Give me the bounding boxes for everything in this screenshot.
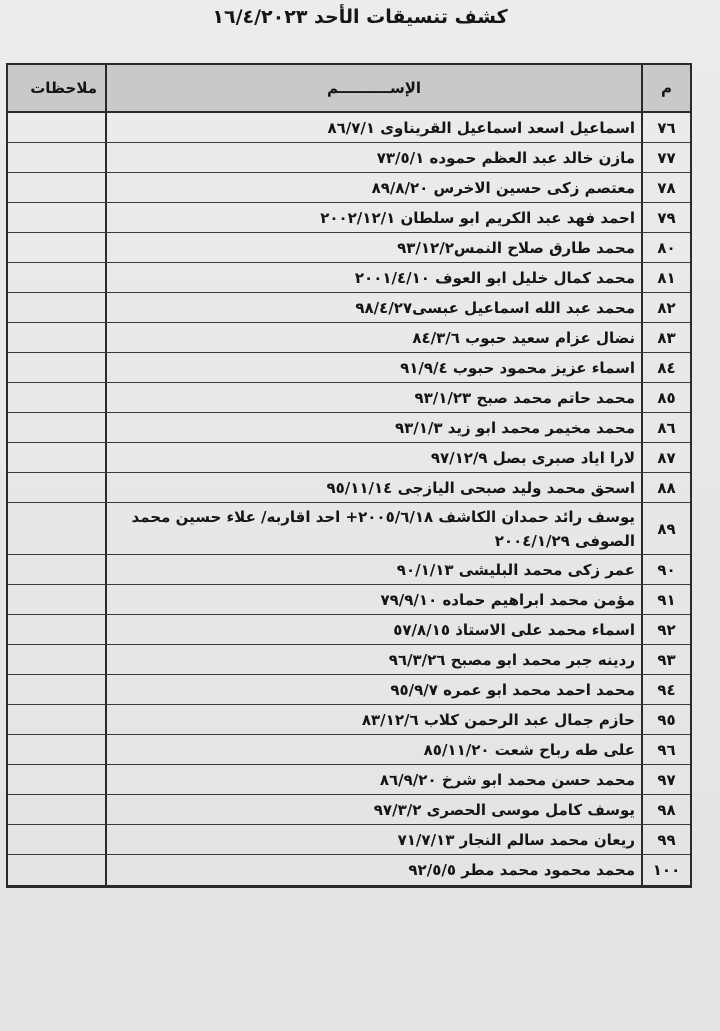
row-name-cell: حازم جمال عبد الرحمن كلاب ٨٣/١٢/٦ [105, 705, 641, 734]
table-row [8, 473, 690, 503]
table-row [8, 263, 690, 293]
row-notes-cell [12, 555, 105, 584]
row-number-cell: ٨٩ [641, 503, 690, 554]
row-notes-cell [12, 353, 105, 382]
row-name-cell: نضال عزام سعيد حبوب ٨٤/٣/٦ [105, 323, 641, 352]
row-notes-cell [12, 323, 105, 352]
row-notes-cell [12, 293, 105, 322]
row-number-cell: ٩٤ [641, 675, 690, 704]
row-name-cell: عمر زكى محمد البليشى ٩٠/١/١٣ [105, 555, 641, 584]
row-notes-cell [12, 503, 105, 554]
row-number-cell: ٨١ [641, 263, 690, 292]
row-notes-cell [12, 113, 105, 142]
table-row [8, 855, 690, 885]
row-name-cell: محمد عبد الله اسماعيل عبسى٩٨/٤/٢٧ [105, 293, 641, 322]
row-notes-cell [12, 473, 105, 502]
row-number-cell: ٩٠ [641, 555, 690, 584]
row-name-cell: اسحق محمد وليد صبحى اليازجى ٩٥/١١/١٤ [105, 473, 641, 502]
row-number-cell: ٨٠ [641, 233, 690, 262]
row-notes-cell [12, 705, 105, 734]
row-name-cell: معتصم زكى حسين الاخرس ٨٩/٨/٢٠ [105, 173, 641, 202]
row-name-cell: احمد فهد عبد الكريم ابو سلطان ٢٠٠٢/١٢/١ [105, 203, 641, 232]
row-number-cell: ٧٦ [641, 113, 690, 142]
column-header-notes: ملاحظات [30, 79, 97, 97]
table-row [8, 413, 690, 443]
row-notes-cell [12, 173, 105, 202]
table-row [8, 555, 690, 585]
row-notes-cell [12, 765, 105, 794]
table-body [8, 113, 690, 885]
row-notes-cell [12, 203, 105, 232]
table-row [8, 113, 690, 143]
names-table [6, 63, 692, 888]
row-number-cell: ٩٥ [641, 705, 690, 734]
row-name-cell: اسماء عزيز محمود حبوب ٩١/٩/٤ [105, 353, 641, 382]
row-name-cell: ردينه جبر محمد ابو مصبح ٩٦/٣/٢٦ [105, 645, 641, 674]
row-number-cell: ٨٧ [641, 443, 690, 472]
row-notes-cell [12, 233, 105, 262]
column-header-number: م [641, 65, 690, 111]
row-name-cell: مؤمن محمد ابراهيم حماده ٧٩/٩/١٠ [105, 585, 641, 614]
row-notes-cell [12, 795, 105, 824]
table-row [8, 795, 690, 825]
row-notes-cell [12, 585, 105, 614]
row-name-cell: محمد حاتم محمد صبح ٩٣/١/٢٣ [105, 383, 641, 412]
row-notes-cell [12, 855, 105, 885]
row-name-cell: محمد حسن محمد ابو شرخ ٨٦/٩/٢٠ [105, 765, 641, 794]
row-notes-cell [12, 675, 105, 704]
table-row [8, 233, 690, 263]
page-title: كشف تنسيقات الأحد ١٦/٤/٢٠٢٣ [212, 6, 508, 28]
row-number-cell: ٨٤ [641, 353, 690, 382]
table-row [8, 615, 690, 645]
row-number-cell: ٩٣ [641, 645, 690, 674]
row-number-cell: ٩٢ [641, 615, 690, 644]
row-notes-cell [12, 413, 105, 442]
row-number-cell: ٧٨ [641, 173, 690, 202]
table-row [8, 293, 690, 323]
table-row [8, 705, 690, 735]
row-notes-cell [12, 143, 105, 172]
table-row [8, 645, 690, 675]
row-number-cell: ٧٩ [641, 203, 690, 232]
row-number-cell: ٨٦ [641, 413, 690, 442]
row-name-cell: مازن خالد عبد العظم حموده ٧٣/٥/١ [105, 143, 641, 172]
row-name-cell: لارا اياد صبرى بصل ٩٧/١٢/٩ [105, 443, 641, 472]
table-header-row [8, 65, 690, 113]
row-name-cell: اسماعيل اسعد اسماعيل القريناوى ٨٦/٧/١ [105, 113, 641, 142]
row-name-cell: يوسف رائد حمدان الكاشف ٢٠٠٥/٦/١٨+ احد اقاربه/ علاء حسين محمد الصوفى ٢٠٠٤/١/٢٩ [105, 503, 641, 554]
row-notes-cell [12, 615, 105, 644]
row-number-cell: ٧٧ [641, 143, 690, 172]
row-number-cell: ٩٧ [641, 765, 690, 794]
table-row [8, 503, 690, 555]
row-name-cell: محمد طارق صلاح النمس٩٣/١٢/٢ [105, 233, 641, 262]
row-name-cell: محمد احمد محمد ابو عمره ٩٥/٩/٧ [105, 675, 641, 704]
row-notes-cell [12, 383, 105, 412]
row-name-cell: ريعان محمد سالم النجار ٧١/٧/١٣ [105, 825, 641, 854]
row-number-cell: ٩١ [641, 585, 690, 614]
column-header-name: الإســــــــــم [105, 65, 641, 111]
table-row [8, 353, 690, 383]
table-row [8, 143, 690, 173]
row-name-cell: اسماء محمد على الاستاذ ٥٧/٨/١٥ [105, 615, 641, 644]
row-number-cell: ٩٩ [641, 825, 690, 854]
row-name-cell: محمد محمود محمد مطر ٩٢/٥/٥ [105, 855, 641, 885]
row-number-cell: ١٠٠ [641, 855, 690, 885]
table-row [8, 735, 690, 765]
table-row [8, 173, 690, 203]
row-name-cell: محمد مخيمر محمد ابو زيد ٩٣/١/٣ [105, 413, 641, 442]
row-notes-cell [12, 735, 105, 764]
row-number-cell: ٨٨ [641, 473, 690, 502]
row-number-cell: ٨٢ [641, 293, 690, 322]
row-name-cell: يوسف كامل موسى الحصرى ٩٧/٣/٢ [105, 795, 641, 824]
row-number-cell: ٩٨ [641, 795, 690, 824]
table-row [8, 825, 690, 855]
row-name-cell: محمد كمال خليل ابو العوف ٢٠٠١/٤/١٠ [105, 263, 641, 292]
row-notes-cell [12, 263, 105, 292]
row-number-cell: ٩٦ [641, 735, 690, 764]
table-row [8, 383, 690, 413]
row-number-cell: ٨٣ [641, 323, 690, 352]
table-row [8, 323, 690, 353]
table-row [8, 443, 690, 473]
table-row [8, 203, 690, 233]
row-notes-cell [12, 443, 105, 472]
row-notes-cell [12, 645, 105, 674]
table-row [8, 585, 690, 615]
table-row [8, 675, 690, 705]
row-notes-cell [12, 825, 105, 854]
row-number-cell: ٨٥ [641, 383, 690, 412]
table-row [8, 765, 690, 795]
row-name-cell: على طه رباح شعت ٨٥/١١/٢٠ [105, 735, 641, 764]
